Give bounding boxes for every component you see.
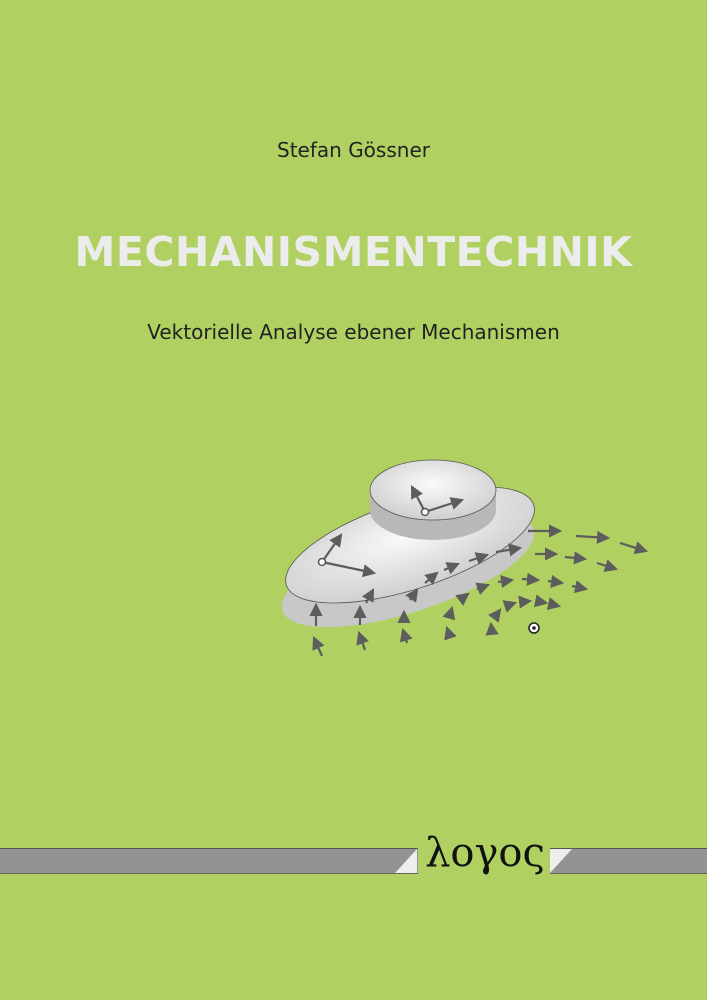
book-subtitle: Vektorielle Analyse ebener Mechanismen (147, 320, 560, 344)
book-title: MECHANISMENTECHNIK (74, 228, 633, 276)
publisher-bar-left (0, 848, 418, 874)
bar-corner-triangle (395, 849, 419, 873)
author-name: Stefan Gössner (277, 138, 430, 162)
publisher-logo: λογος (425, 830, 545, 876)
bar-corner-triangle (550, 849, 574, 873)
small-disk (370, 460, 496, 540)
